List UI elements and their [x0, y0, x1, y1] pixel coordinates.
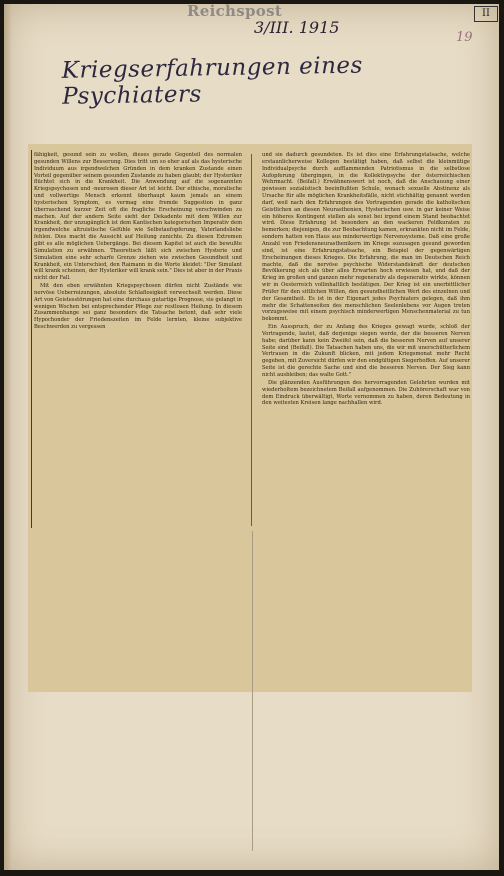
pencil-mark [252, 531, 253, 851]
article-left-column [34, 152, 242, 527]
newspaper-stamp: Reichspost [187, 4, 283, 20]
page-number: 19 [456, 30, 473, 45]
newspaper-page [4, 4, 499, 870]
left-paragraph-2: Mit den eben erwähnten Kriegspsychosen dürfen nicht Zustände wie nervöse Ueberreizungen, absolute Schlaflosigkeit verwechselt werden. Diese Art von Geistesstörungen hat eine durchaus gutartige Prognose, sie gelangt in wenigen Wochen bei entsprechender Pflege zur restlosen Heilung. In diesem Zusammenhange sei ganz besonders die Tatsache betont, daß sehr viele Hypochonder der Friedenszeiten im Felde lernten, kleine subjektive Beschwerden zu vergessen [34, 283, 242, 331]
right-paragraph-3: Die glänzenden Ausführungen des hervorragenden Gelehrten wurden mit wiederholtem bezeichnetem Beifall aufgenommen. Die Zuhörerschaft war von dem Eindruck überwältigt, Worte vernommen zu haben, deren Bedeutung in den weitesten Kreisen lange nachhallen wird. [262, 379, 470, 407]
page-edge-shadow [4, 4, 12, 870]
article-right-column [262, 152, 470, 682]
left-paragraph-1: fähigkeit, gesund sein zu wollen, dieses gerade Gegenteil des normalen gesunden Willens zur Besserung. Dies tritt um so eher auf als das hysterische Individuum aus irgendwelchen Gründen in dem kranken Zustande einen Vorteil gegenüber seinem gesunden Zustande zu haben glaubt; der Hysteriker flüchtet sich in die Krankheit. Die Anwendung auf die sogenannten Kriegspsychosen und -neurosen dieser Art ist leicht. Der ethische, moralische und vollwertige Mensch erkennt überhaupt kaum jemals an einem hysterischen Symptom, es vermag eine fremde Suggestion in ganz überraschend kurzer Zeit oft die fragliche Erscheinung verschwinden zu machen. Auf der andern Seite sieht der Dekadente mit dem Willen zur Krankheit, der unzugänglich ist dem Kantischen kategorischen Imperativ dem irgendwelche altruistische Gefühle wie Selbstaufopferung, Vaterlandsliebe fehlen. Dies macht die Aussicht auf Heilung zunichte. Zu diesen Extremen gibt es alle möglichen Uebergänge. Bei diesem Kapitel ist auch die bewußte Simulation zu erwähnen. Theoretisch läßt sich zwischen Hysterie und Simulation eine sehr scharfe Grenze ziehen wie zwischen Gesundheit und Krankheit, ein Unterschied, den Raimann in die Worte kleidet: "Der Simulant will krank scheinen, der Hysteriker will krank sein." Dies ist aber in der Praxis nicht der Fall. [34, 152, 242, 282]
handwritten-title: Kriegserfahrungen eines Psychiaters [61, 52, 364, 110]
right-paragraph-2: Ein Ausspruch, der zu Anfang des Krieges gewagt wurde, schloß der Vortragende, lautet, daß derjenige siegen werde, der die besseren Nerven habe; darüber kann kein Zweifel sein, daß die besseren Nerven auf unserer Seite sind (Beifall). Die Tatsachen haben uns, die wir mit unerschütterlichem Vertrauen in die Zukunft blicken, mit jedem Kriegsmonat mehr Recht gegeben, mit Zuversicht dürfen wir den endgültigen Siegerhoffen. Auf unserer Seite ist die gerechte Sache und sind die besseren Nerven. Der Sieg kann nicht ausbleiben; das walte Gott." [262, 324, 470, 378]
right-paragraph-1: und sie dadurch gesundeten. Es ist dies eine Erfahrungstatsache, welche erstaunlicherweise Kollegen bestätigt haben, daß selbst die kleinmütige Individualpsyche durch aufflammenden Patriotismus in die selbstlose Aufopferung übergingen, in die Kollektivpsyche der österreichischen Wehrmacht. (Beifall.) Erwähnenswert ist noch, daß die Anschauung einer gewissen sozialistisch beeinflußten Schule, wonach sexuelle Abstinenz als Ursache für alle möglichen Krankheitsfälle, nicht stichhältig genannt werden darf, weil nach den Erfahrungen des Vortragenden gerade die katholischen Geistlichen an diesen Neurasthenien, Hysterischen usw. in gar keiner Weise ein höheres Kontingent stellen als sonst bei irgend einem Stand beobachtet wird. Diese Erfahrung ist besonders an den wackeren Feldkuraten zu bemerken; diejenigen, die zur Beobachtung kamen, erkrankten nicht im Felde, sondern hatten von Haus aus minderwertige Nervensysteme. Daß eine große Anzahl von Friedensneurasthenikern im Kriege sozusagen gesund geworden sind, ist eine Erfahrungstatsache, ein Beispiel der gegenwärtigen Erscheinungen dieses Krieges. Die Erfahrung, die man im Deutschen Reich machte, daß die nervöse psychische Widerstandskraft der deutschen Bevölkerung sich als über alles Erwarten hoch erwiesen hat, und daß der Krieg im großen und ganzen mehr regenerativ als degenerativ wirkte, können wir in Oesterreich vollinhaltlich bestätigen. Der Krieg ist ein unerbittlicher Prüfer für den sittlichen Willen, den gesundheitlichen Wert des einzelnen und der Gesamtheit. Es ist in der Eigenart jedes Psychiaters gelegen, daß ihm mehr die Schattenseiten des menschlichen Seelenlebens vor Augen treten vorzugsweise mit einem psychisch minderwertigen Menschenmaterial zu tun bekommt. [262, 152, 470, 323]
handwritten-date: 3/III. 1915 [254, 18, 340, 37]
folder-badge: II [474, 6, 498, 22]
column-divider [251, 154, 252, 526]
